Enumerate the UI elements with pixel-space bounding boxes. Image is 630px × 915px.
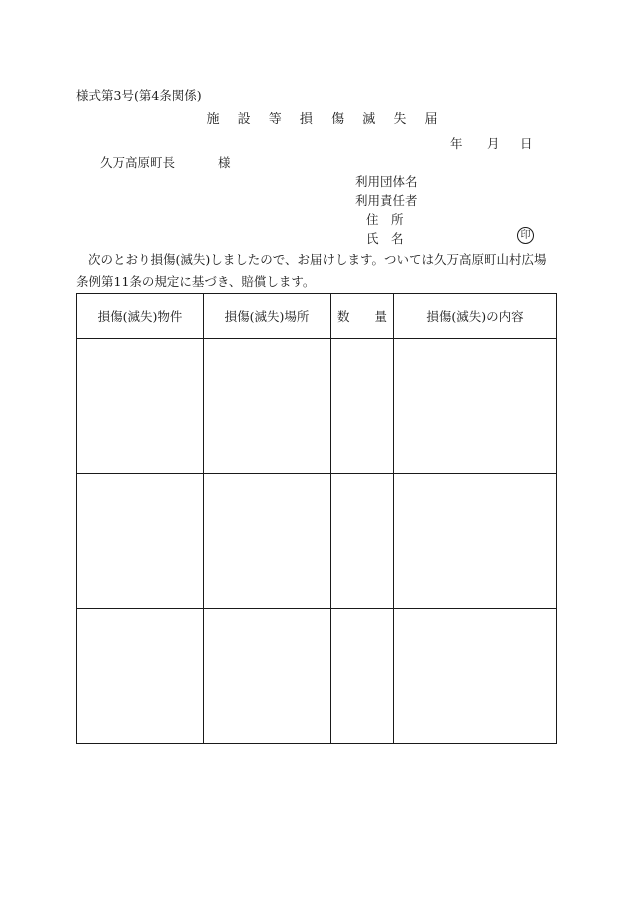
title-char: 設 xyxy=(237,112,251,127)
cell-damaged-item[interactable] xyxy=(77,339,204,474)
form-number: 様式第3号(第4条関係) xyxy=(76,88,202,103)
header-quantity: 数 量 xyxy=(331,294,394,339)
title-char: 傷 xyxy=(331,112,345,127)
date-month-label: 月 xyxy=(487,136,500,151)
table-row xyxy=(77,609,557,744)
recipient-name: 久万高原町長 xyxy=(100,155,176,170)
date-day-label: 日 xyxy=(520,136,533,151)
recipient-honorific: 様 xyxy=(218,155,231,170)
document-title xyxy=(0,108,630,127)
cell-damaged-item[interactable] xyxy=(77,474,204,609)
cell-damage-location[interactable] xyxy=(204,609,331,744)
table-row xyxy=(77,339,557,474)
date-year-label: 年 xyxy=(450,136,463,151)
manager-label: 利用責任者 xyxy=(355,193,418,208)
statement-text: 次のとおり損傷(滅失)しましたので、お届けします。ついては久万高原町山村広場条例第11条の規定に基づき、賠償します。 xyxy=(76,252,547,289)
header-damage-location: 損傷(滅失)場所 xyxy=(204,294,331,339)
title-char: 失 xyxy=(393,112,407,127)
table-header-row xyxy=(77,294,557,339)
title-char: 施 xyxy=(206,112,220,127)
cell-damage-location[interactable] xyxy=(204,339,331,474)
name-label: 氏 名 xyxy=(366,231,404,246)
address-label: 住 所 xyxy=(366,212,404,227)
cell-damage-location[interactable] xyxy=(204,474,331,609)
seal-mark-icon: 印 xyxy=(517,227,534,244)
cell-quantity[interactable] xyxy=(331,609,394,744)
cell-damage-details[interactable] xyxy=(394,339,557,474)
cell-damage-details[interactable] xyxy=(394,609,557,744)
header-damaged-item: 損傷(滅失)物件 xyxy=(77,294,204,339)
org-name-label: 利用団体名 xyxy=(355,174,418,189)
cell-quantity[interactable] xyxy=(331,339,394,474)
cell-damage-details[interactable] xyxy=(394,474,557,609)
cell-damaged-item[interactable] xyxy=(77,609,204,744)
title-char: 等 xyxy=(268,112,282,127)
title-char: 滅 xyxy=(362,112,376,127)
table-row xyxy=(77,474,557,609)
cell-quantity[interactable] xyxy=(331,474,394,609)
title-char: 届 xyxy=(424,112,438,127)
damage-report-table xyxy=(76,293,557,744)
title-char: 損 xyxy=(299,112,313,127)
header-damage-details: 損傷(滅失)の内容 xyxy=(394,294,557,339)
